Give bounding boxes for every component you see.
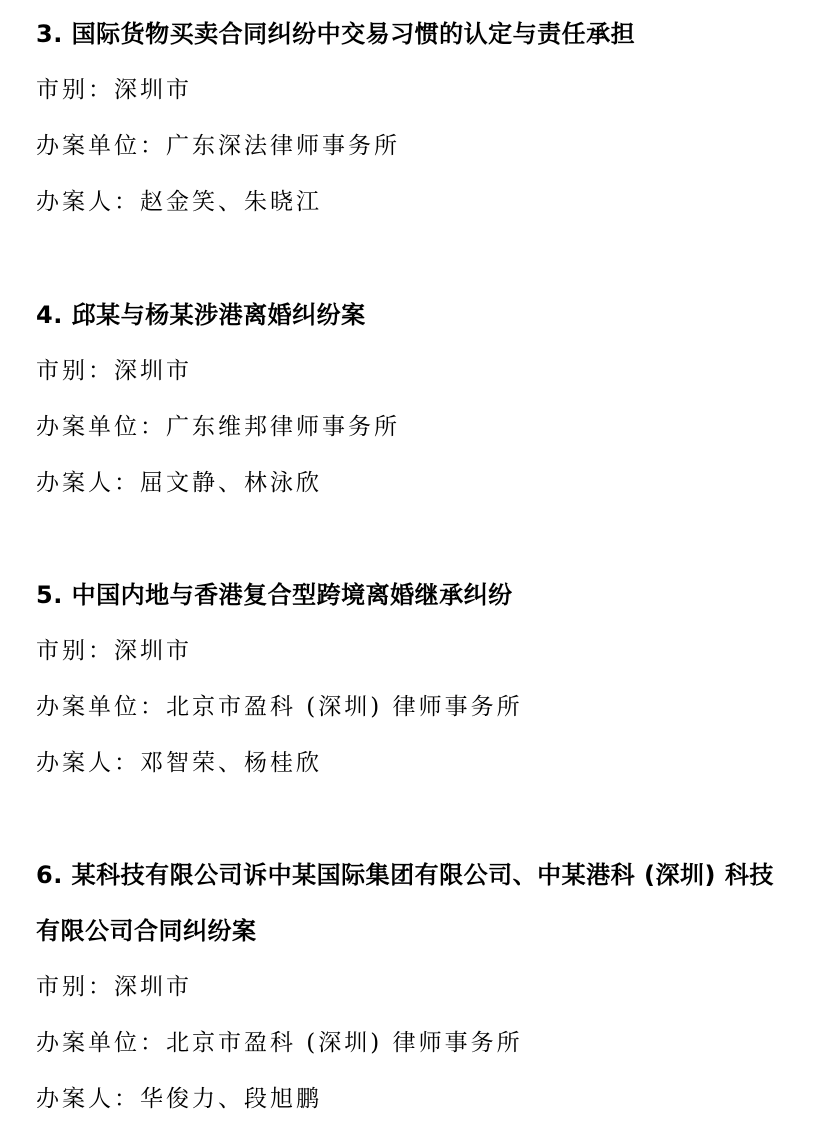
firm-value: 北京市盈科 (深圳) 律师事务所: [166, 1030, 523, 1056]
city-label: 市别：: [36, 974, 114, 1000]
lawyers-value: 邓智荣、杨桂欣: [140, 750, 322, 776]
city-value: 深圳市: [114, 358, 192, 384]
city-label: 市别：: [36, 358, 114, 384]
city-label: 市别：: [36, 77, 114, 103]
case-title: 5. 中国内地与香港复合型跨境离婚继承纠纷: [36, 581, 513, 609]
case-title: 4. 邱某与杨某涉港离婚纠纷案: [36, 301, 366, 329]
case-entry: [36, 287, 796, 511]
firm-field: [36, 679, 796, 735]
city-field: [36, 62, 796, 118]
firm-value: 广东维邦律师事务所: [166, 414, 400, 440]
firm-value: 广东深法律师事务所: [166, 133, 400, 159]
case-entry: [36, 567, 796, 791]
city-field: [36, 623, 796, 679]
case-title: 3. 国际货物买卖合同纠纷中交易习惯的认定与责任承担: [36, 20, 636, 48]
city-field: [36, 343, 796, 399]
city-label: 市别：: [36, 638, 114, 664]
firm-field: [36, 1015, 796, 1071]
city-value: 深圳市: [114, 974, 192, 1000]
firm-field: [36, 118, 796, 174]
firm-label: 办案单位：: [36, 694, 166, 720]
case-title: 6. 某科技有限公司诉中某国际集团有限公司、中某港科 (深圳) 科技有限公司合同纠纷案: [36, 861, 774, 945]
lawyers-value: 赵金笑、朱晓江: [140, 189, 322, 215]
case-entry: [36, 847, 796, 1127]
city-field: [36, 959, 796, 1015]
lawyers-field: [36, 1071, 796, 1127]
lawyers-label: 办案人：: [36, 1086, 140, 1112]
city-value: 深圳市: [114, 638, 192, 664]
lawyers-value: 屈文静、林泳欣: [140, 470, 322, 496]
case-entry: [36, 6, 796, 230]
firm-field: [36, 399, 796, 455]
lawyers-field: [36, 735, 796, 791]
firm-label: 办案单位：: [36, 133, 166, 159]
lawyers-field: [36, 174, 796, 230]
lawyers-value: 华俊力、段旭鹏: [140, 1086, 322, 1112]
lawyers-label: 办案人：: [36, 189, 140, 215]
lawyers-label: 办案人：: [36, 470, 140, 496]
firm-label: 办案单位：: [36, 414, 166, 440]
firm-value: 北京市盈科 (深圳) 律师事务所: [166, 694, 523, 720]
city-value: 深圳市: [114, 77, 192, 103]
lawyers-field: [36, 455, 796, 511]
lawyers-label: 办案人：: [36, 750, 140, 776]
firm-label: 办案单位：: [36, 1030, 166, 1056]
